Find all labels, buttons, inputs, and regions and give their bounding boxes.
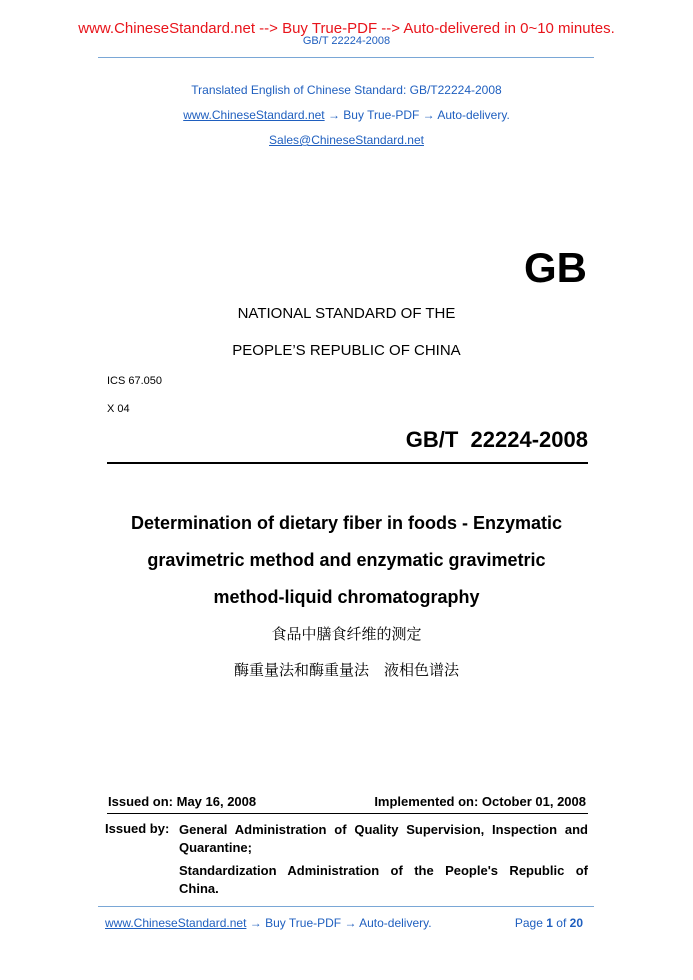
issued-by-label: Issued by: (105, 821, 170, 836)
issued-on: Issued on: May 16, 2008 (108, 794, 257, 809)
total-pages: 20 (569, 916, 583, 930)
footer-site-suffix: → Buy True-PDF → Auto-delivery. (246, 916, 432, 930)
ics-code: ICS 67.050 (107, 375, 163, 387)
translated-line: Translated English of Chinese Standard: GB/T22224-2008 (191, 83, 502, 97)
header-doc-code: GB/T 22224-2008 (302, 35, 391, 47)
gb-mark: GB (524, 244, 587, 291)
title-cn-line-2: 酶重量法和酶重量法 液相色谱法 (233, 661, 459, 679)
of-label: of (556, 916, 567, 930)
standard-number-rule (107, 462, 588, 464)
dates-rule (107, 813, 588, 814)
footer-site-line (105, 916, 432, 930)
issuer-line-1: General Administration of Quality Supervision, Inspection and (179, 822, 588, 837)
intro-site-suffix: → Buy True-PDF → Auto-delivery. (324, 108, 510, 122)
issuer-line-2: Quarantine; (179, 840, 252, 855)
footer-site-link[interactable]: www.ChineseStandard.net (105, 916, 247, 930)
title-cn-line-1: 食品中膳食纤维的测定 (271, 625, 422, 643)
header-divider (98, 57, 594, 58)
header-banner[interactable]: www.ChineseStandard.net --> Buy True-PDF --> Auto-delivered in 0~10 minutes. (78, 20, 615, 37)
footer-divider (98, 906, 594, 907)
intro-email-line (0, 133, 693, 147)
class-code: X 04 (107, 403, 130, 415)
standard-number: GB/T 22224-2008 (405, 427, 588, 452)
intro-site-link[interactable]: www.ChineseStandard.net (183, 108, 325, 122)
intro-site-line (0, 108, 693, 122)
national-line-1: NATIONAL STANDARD OF THE (237, 305, 456, 322)
email-link[interactable]: Sales@ChineseStandard.net (269, 133, 424, 147)
title-line-2: gravimetric method and enzymatic gravimetric (147, 550, 546, 570)
footer-page-indicator (515, 916, 583, 930)
implemented-on: Implemented on: October 01, 2008 (374, 794, 586, 809)
page-number: 1 (546, 916, 553, 930)
issued-by-body (179, 821, 588, 898)
issuer-line-4: China. (179, 881, 219, 896)
page-label: Page (514, 916, 543, 930)
national-line-2: PEOPLE’S REPUBLIC OF CHINA (232, 342, 461, 359)
issuer-line-3: Standardization Administration of the People's Republic of (179, 863, 588, 878)
title-line-3: method-liquid chromatography (213, 587, 480, 607)
title-line-1: Determination of dietary fiber in foods - Enzymatic (130, 513, 563, 533)
